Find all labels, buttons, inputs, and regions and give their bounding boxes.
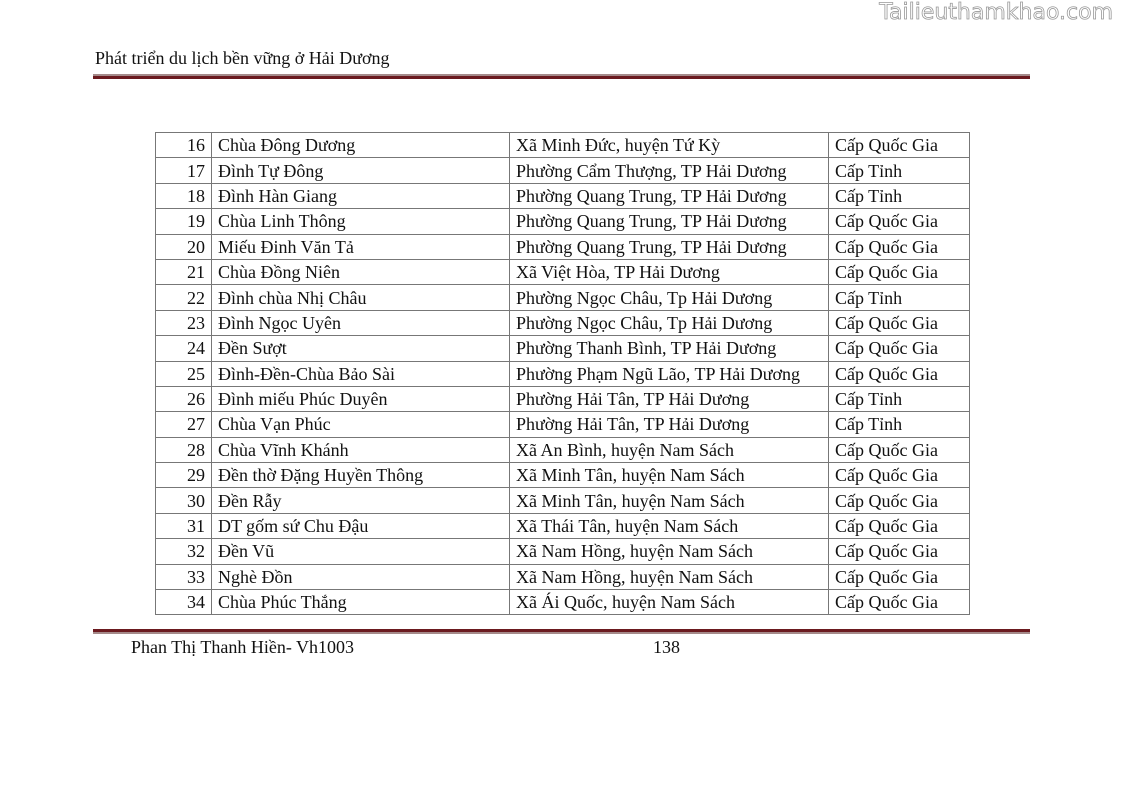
row-number: 29	[156, 463, 212, 488]
row-number: 30	[156, 488, 212, 513]
site-location: Xã An Bình, huyện Nam Sách	[510, 437, 829, 462]
watermark: Tailieuthamkhao.com	[879, 0, 1113, 25]
site-name: Đình miếu Phúc Duyên	[212, 386, 510, 411]
site-location: Phường Quang Trung, TP Hải Dương	[510, 209, 829, 234]
site-name: Chùa Vạn Phúc	[212, 412, 510, 437]
site-level: Cấp Quốc Gia	[829, 437, 970, 462]
site-name: Đình chùa Nhị Châu	[212, 285, 510, 310]
site-name: Đền Sượt	[212, 336, 510, 361]
footer-author: Phan Thị Thanh Hiền- Vh1003	[131, 637, 354, 657]
site-location: Phường Ngọc Châu, Tp Hải Dương	[510, 285, 829, 310]
site-location: Xã Minh Tân, huyện Nam Sách	[510, 463, 829, 488]
site-location: Phường Quang Trung, TP Hải Dương	[510, 234, 829, 259]
row-number: 19	[156, 209, 212, 234]
site-level: Cấp Quốc Gia	[829, 564, 970, 589]
site-name: Nghè Đồn	[212, 564, 510, 589]
table-row	[156, 386, 970, 411]
row-number: 16	[156, 133, 212, 158]
site-name: Đình Tự Đông	[212, 158, 510, 183]
table-row	[156, 463, 970, 488]
row-number: 21	[156, 259, 212, 284]
site-level: Cấp Tỉnh	[829, 412, 970, 437]
site-level: Cấp Quốc Gia	[829, 539, 970, 564]
site-location: Xã Thái Tân, huyện Nam Sách	[510, 513, 829, 538]
row-number: 18	[156, 183, 212, 208]
row-number: 20	[156, 234, 212, 259]
site-name: Đền Rẫy	[212, 488, 510, 513]
table-row	[156, 590, 970, 615]
table-row	[156, 513, 970, 538]
site-location: Xã Ái Quốc, huyện Nam Sách	[510, 590, 829, 615]
site-location: Xã Minh Đức, huyện Tứ Kỳ	[510, 133, 829, 158]
row-number: 22	[156, 285, 212, 310]
table-row	[156, 310, 970, 335]
site-name: Đền Vũ	[212, 539, 510, 564]
site-name: Chùa Vĩnh Khánh	[212, 437, 510, 462]
site-level: Cấp Tỉnh	[829, 158, 970, 183]
header-rule	[93, 74, 1030, 79]
row-number: 26	[156, 386, 212, 411]
footer-rule	[93, 629, 1030, 634]
heritage-table	[155, 132, 970, 615]
table-row	[156, 437, 970, 462]
table-row	[156, 361, 970, 386]
table-row	[156, 539, 970, 564]
table-row	[156, 285, 970, 310]
site-name: Chùa Phúc Thắng	[212, 590, 510, 615]
table-row	[156, 183, 970, 208]
site-name: Chùa Đông Dương	[212, 133, 510, 158]
site-level: Cấp Quốc Gia	[829, 209, 970, 234]
row-number: 31	[156, 513, 212, 538]
site-level: Cấp Quốc Gia	[829, 310, 970, 335]
site-level: Cấp Tỉnh	[829, 386, 970, 411]
row-number: 28	[156, 437, 212, 462]
site-location: Phường Quang Trung, TP Hải Dương	[510, 183, 829, 208]
row-number: 33	[156, 564, 212, 589]
table-row	[156, 259, 970, 284]
site-location: Phường Thanh Bình, TP Hải Dương	[510, 336, 829, 361]
site-name: Miếu Đinh Văn Tả	[212, 234, 510, 259]
row-number: 23	[156, 310, 212, 335]
row-number: 34	[156, 590, 212, 615]
table-row	[156, 133, 970, 158]
site-name: Chùa Linh Thông	[212, 209, 510, 234]
site-name: Đền thờ Đặng Huyền Thông	[212, 463, 510, 488]
table-row	[156, 488, 970, 513]
site-name: Chùa Đồng Niên	[212, 259, 510, 284]
row-number: 17	[156, 158, 212, 183]
table-row	[156, 234, 970, 259]
site-level: Cấp Quốc Gia	[829, 513, 970, 538]
running-header: Phát triển du lịch bền vững ở Hải Dương	[95, 48, 390, 68]
site-location: Phường Phạm Ngũ Lão, TP Hải Dương	[510, 361, 829, 386]
site-level: Cấp Quốc Gia	[829, 361, 970, 386]
site-name: DT gốm sứ Chu Đậu	[212, 513, 510, 538]
site-level: Cấp Quốc Gia	[829, 590, 970, 615]
site-location: Xã Việt Hòa, TP Hải Dương	[510, 259, 829, 284]
site-name: Đình Hàn Giang	[212, 183, 510, 208]
table-row	[156, 564, 970, 589]
site-location: Phường Cẩm Thượng, TP Hải Dương	[510, 158, 829, 183]
site-location: Xã Nam Hồng, huyện Nam Sách	[510, 564, 829, 589]
site-location: Phường Ngọc Châu, Tp Hải Dương	[510, 310, 829, 335]
site-name: Đình-Đền-Chùa Bảo Sài	[212, 361, 510, 386]
table-row	[156, 336, 970, 361]
site-level: Cấp Quốc Gia	[829, 259, 970, 284]
site-location: Xã Minh Tân, huyện Nam Sách	[510, 488, 829, 513]
site-location: Phường Hải Tân, TP Hải Dương	[510, 412, 829, 437]
site-level: Cấp Quốc Gia	[829, 463, 970, 488]
row-number: 27	[156, 412, 212, 437]
table-row	[156, 158, 970, 183]
site-level: Cấp Quốc Gia	[829, 133, 970, 158]
site-location: Xã Nam Hồng, huyện Nam Sách	[510, 539, 829, 564]
site-level: Cấp Quốc Gia	[829, 234, 970, 259]
site-level: Cấp Tỉnh	[829, 285, 970, 310]
page-number: 138	[653, 637, 680, 657]
site-name: Đình Ngọc Uyên	[212, 310, 510, 335]
row-number: 25	[156, 361, 212, 386]
table-row	[156, 209, 970, 234]
row-number: 32	[156, 539, 212, 564]
table-row	[156, 412, 970, 437]
site-level: Cấp Tỉnh	[829, 183, 970, 208]
site-level: Cấp Quốc Gia	[829, 336, 970, 361]
site-level: Cấp Quốc Gia	[829, 488, 970, 513]
row-number: 24	[156, 336, 212, 361]
site-location: Phường Hải Tân, TP Hải Dương	[510, 386, 829, 411]
